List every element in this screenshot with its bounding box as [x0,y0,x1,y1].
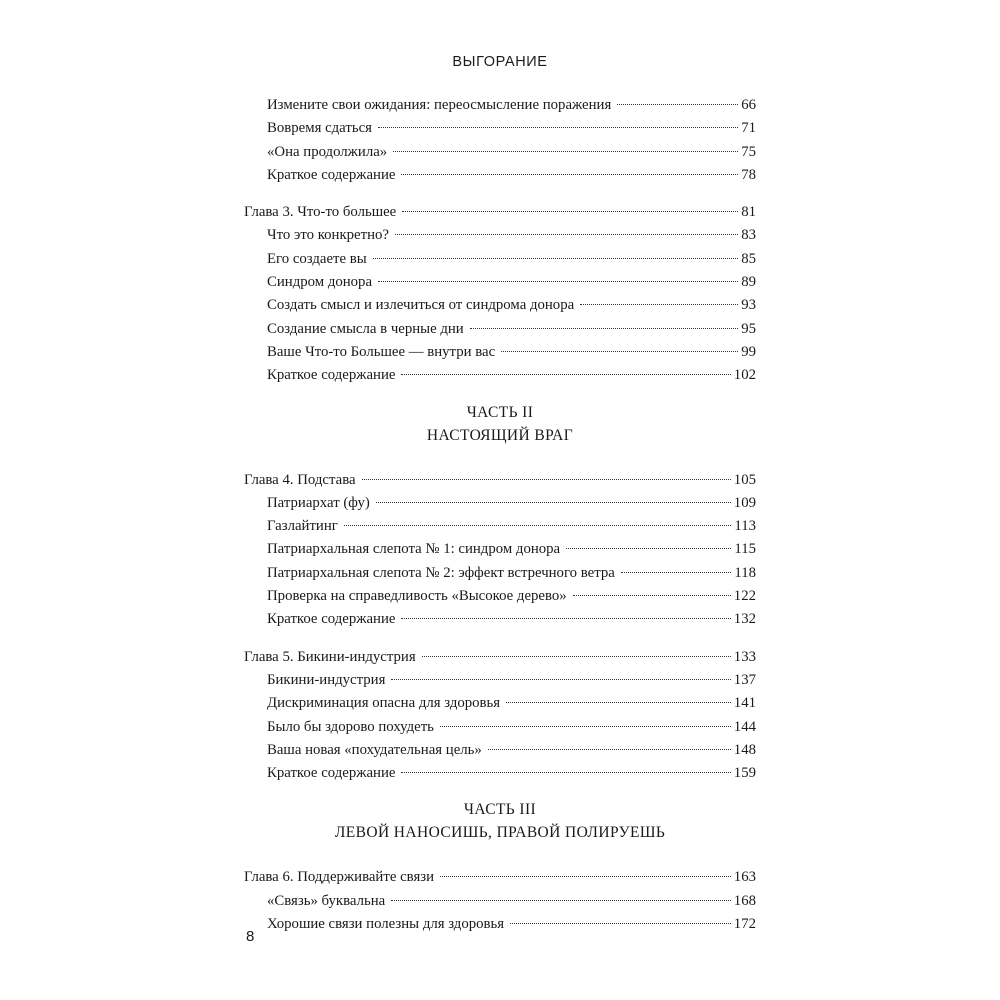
part-title: ЛЕВОЙ НАНОСИШЬ, ПРАВОЙ ПОЛИРУЕШЬ [334,824,666,842]
spacer [244,632,756,646]
entry-label: Его создаете вы [267,250,367,267]
entry-label: Дискриминация опасна для здоровья [267,695,501,712]
page-ref: 93 [741,297,756,314]
dot-leader [401,374,730,375]
page-ref: 83 [741,227,756,244]
entry-label: «Она продолжила» [267,143,388,160]
toc-entry[interactable] [244,271,756,294]
entry-label: Ваша новая «похудательная цель» [267,741,482,758]
toc-group [244,94,756,187]
page-ref: 89 [741,274,756,291]
page-ref: 105 [733,471,756,488]
entry-label: Вовремя сдаться [267,120,372,137]
dot-leader [393,151,738,152]
entry-label: Создать смысл и излечиться от синдрома донора [267,297,575,314]
toc-group [244,890,756,937]
entry-label: Проверка на справедливость «Высокое дерево» [267,588,567,605]
entry-label: Ваше Что-то Большее — внутри вас [267,343,496,360]
page-ref: 102 [733,367,756,384]
dot-leader [566,548,731,549]
toc-entry[interactable] [244,224,756,247]
dot-leader [401,174,738,175]
dot-leader [362,479,731,480]
dot-leader [506,702,731,703]
page-ref: 148 [733,741,756,758]
toc-entry[interactable] [244,164,756,187]
dot-leader [391,900,731,901]
toc-entry[interactable] [244,141,756,164]
toc-group [244,224,756,387]
part-number: ЧАСТЬ II [466,403,534,421]
chapter-label: Глава 4. Подстава [244,471,356,488]
chapter-label: Глава 3. Что-то большее [244,204,397,221]
toc-entry[interactable] [244,585,756,608]
entry-label: Создание смысла в черные дни [267,320,464,337]
dot-leader [510,923,731,924]
toc-entry[interactable] [244,716,756,739]
dot-leader [621,572,732,573]
entry-label: Краткое содержание [267,611,396,628]
toc-entry[interactable] [244,492,756,515]
dot-leader [580,304,738,305]
dot-leader [378,127,738,128]
toc-entry[interactable] [244,94,756,117]
toc-entry[interactable] [244,538,756,561]
entry-label: Бикини-индустрия [267,671,386,688]
dot-leader [373,258,738,259]
dot-leader [617,104,738,105]
page-ref: 99 [741,343,756,360]
entry-label: Хорошие связи полезны для здоровья [267,916,505,933]
toc-entry[interactable] [244,608,756,631]
page-ref: 113 [734,518,756,535]
page-ref: 168 [733,892,756,909]
dot-leader [376,502,731,503]
page-ref: 115 [734,541,756,558]
page-ref: 122 [733,588,756,605]
toc-entry[interactable] [244,515,756,538]
page-ref: 71 [741,120,756,137]
toc-chapter-entry[interactable] [244,201,756,224]
toc-entry[interactable] [244,248,756,271]
entry-label: «Связь» буквальна [267,892,386,909]
entry-label: Патриархальная слепота № 1: синдром донора [267,541,561,558]
entry-label: Патриархат (фу) [267,494,370,511]
running-header: ВЫГОРАНИЕ [452,54,548,70]
entry-label: Краткое содержание [267,166,396,183]
spacer [244,187,756,201]
page-ref: 95 [741,320,756,337]
dot-leader [401,618,730,619]
part-title: НАСТОЯЩИЙ ВРАГ [426,426,574,444]
page-ref: 81 [741,204,756,221]
page-ref: 163 [733,869,756,886]
dot-leader [344,525,732,526]
entry-label: Патриархальная слепота № 2: эффект встречного ветра [267,564,615,581]
dot-leader [391,679,730,680]
page-ref: 132 [733,611,756,628]
page-number: 8 [246,928,255,945]
toc-entry[interactable] [244,669,756,692]
dot-leader [402,211,738,212]
entry-label: Что это конкретно? [267,227,389,244]
entry-label: Измените свои ожидания: переосмысление поражения [267,97,612,113]
page-ref: 144 [733,718,756,735]
entry-label: Краткое содержание [267,765,396,782]
dot-leader [378,281,738,282]
entry-label: Газлайтинг [267,518,338,535]
toc-group [244,492,756,632]
toc-entry[interactable] [244,117,756,140]
entry-label: Было бы здорово похудеть [267,718,434,735]
toc-entry[interactable] [244,341,756,364]
toc-entry[interactable] [244,762,756,785]
toc-chapter-entry[interactable] [244,646,756,669]
part-heading [244,388,756,469]
toc-group [244,669,756,785]
toc-entry[interactable] [244,318,756,341]
page-ref: 141 [733,695,756,712]
dot-leader [470,328,738,329]
dot-leader [395,234,738,235]
toc-entry[interactable] [244,739,756,762]
page-ref: 159 [733,765,756,782]
table-of-contents [244,94,756,936]
entry-label: Синдром донора [267,274,373,291]
toc-entry[interactable] [244,692,756,715]
dot-leader [573,595,731,596]
dot-leader [488,749,731,750]
page-ref: 66 [741,97,756,113]
page-ref: 118 [734,564,756,581]
page-ref: 78 [741,166,756,183]
toc-entry[interactable] [244,364,756,387]
toc-entry[interactable] [244,913,756,936]
toc-chapter-entry[interactable] [244,469,756,492]
toc-entry[interactable] [244,294,756,317]
part-number: ЧАСТЬ III [463,801,537,819]
chapter-label: Глава 5. Бикини-индустрия [244,648,416,665]
dot-leader [440,876,731,877]
toc-entry[interactable] [244,890,756,913]
chapter-label: Глава 6. Поддерживайте связи [244,869,435,886]
dot-leader [401,772,730,773]
page-ref: 137 [733,671,756,688]
dot-leader [440,726,731,727]
dot-leader [422,656,731,657]
page-ref: 133 [733,648,756,665]
page-ref: 109 [733,494,756,511]
dot-leader [501,351,738,352]
page-ref: 75 [741,143,756,160]
page-ref: 172 [733,916,756,933]
toc-chapter-entry[interactable] [244,866,756,889]
toc-entry[interactable] [244,562,756,585]
page-ref: 85 [741,250,756,267]
part-heading [244,785,756,866]
entry-label: Краткое содержание [267,367,396,384]
